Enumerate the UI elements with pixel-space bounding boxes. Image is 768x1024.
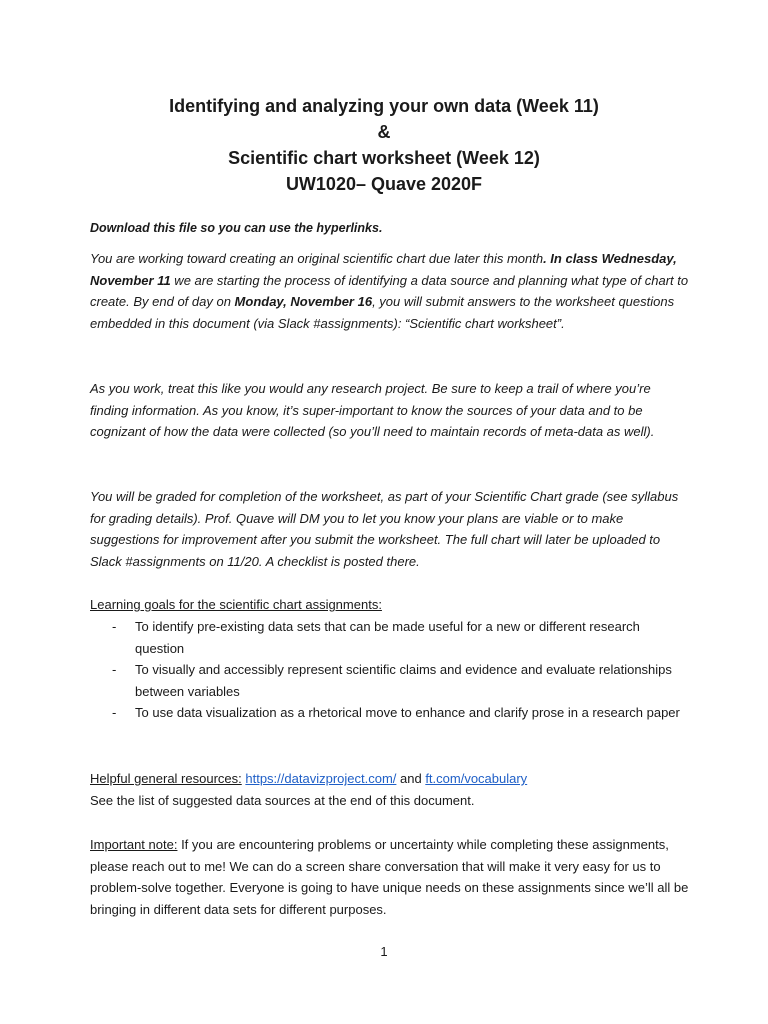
goal-text: To use data visualization as a rhetorical move to enhance and clarify prose in a research paper (135, 705, 680, 721)
important-note-text: If you are encountering problems or uncertainty while completing these assignments, please reach out to me! We can do a screen share conversation that will make it very easy for us to problem-solve together. Everyone is going to have unique needs on these assignments since we’ll all be bringing in different data sets for different purposes. (90, 837, 689, 917)
goal-text: To visually and accessibly represent scientific claims and evidence and evaluate relationships between variables (135, 662, 672, 699)
intro-paragraph (90, 248, 690, 334)
list-item (90, 616, 690, 659)
learning-goals-heading-text: Learning goals for the scientific chart assignments: (90, 597, 382, 612)
see-the-text: See the (90, 793, 139, 808)
title-line-1: Identifying and analyzing your own data (Week 11) (169, 96, 599, 116)
data-sources-line (90, 790, 690, 812)
intro-class-date: . In class Wednesday, November 11 (90, 251, 677, 288)
datavizproject-link[interactable]: https://datavizproject.com/ (245, 771, 397, 786)
list-dash: - (112, 705, 117, 721)
learning-goals-list (90, 616, 690, 724)
list-dash: - (112, 619, 117, 634)
list-item (90, 659, 690, 702)
title-line-3: Scientific chart worksheet (Week 12) (228, 148, 540, 168)
data-sources-link[interactable]: list of suggested data sources (138, 793, 311, 808)
list-item (90, 702, 690, 724)
grading-paragraph: You will be graded for completion of the worksheet, as part of your Scientific Chart grade (see syllabus for grading details). Prof. Quave will DM you to let you know your plans are viable or to make suggestions for improvement after you submit the worksheet. The full chart will later be uploaded to Slack #assignments on 11/20. A checklist is posted there. (90, 489, 679, 569)
resources-line (90, 768, 690, 790)
resources-label: Helpful general resources: (90, 771, 242, 786)
data-sources-end: at the end of this document. (310, 793, 475, 808)
intro-text-a: You are working toward creating an original scientific chart due later this month (90, 251, 544, 266)
intro-text-c: we are starting the process of identifying a data source and planning what type of chart to create. By end of day on (90, 272, 689, 310)
goal-text: To identify pre-existing data sets that can be made useful for a new or different research question (135, 619, 640, 656)
research-paragraph: As you work, treat this like you would any research project. Be sure to keep a trail of where you’re finding information. As you know, it’s super-important to know the sources of your data and to be cognizant of how the data were collected (so you’ll need to maintain records of meta-data as well). (90, 381, 655, 440)
ft-vocabulary-link[interactable]: ft.com/vocabulary (425, 771, 528, 786)
learning-goals-heading (90, 594, 690, 616)
intro-due-date: Monday, November 16 (234, 294, 373, 310)
important-note-label: Important note: (90, 837, 178, 852)
important-note-paragraph (90, 834, 690, 920)
page-number: 1 (380, 944, 388, 959)
resources-and: and (396, 771, 426, 786)
list-dash: - (112, 662, 117, 678)
title-line-4: UW1020– Quave 2020F (285, 174, 483, 194)
download-note: Download this file so you can use the hyperlinks. (90, 221, 383, 235)
intro-text-e: , you will submit answers to the worksheet questions embedded in this document (via Slack #assignments): “Scientific chart worksheet”. (90, 294, 675, 331)
title-line-2: & (377, 122, 391, 142)
